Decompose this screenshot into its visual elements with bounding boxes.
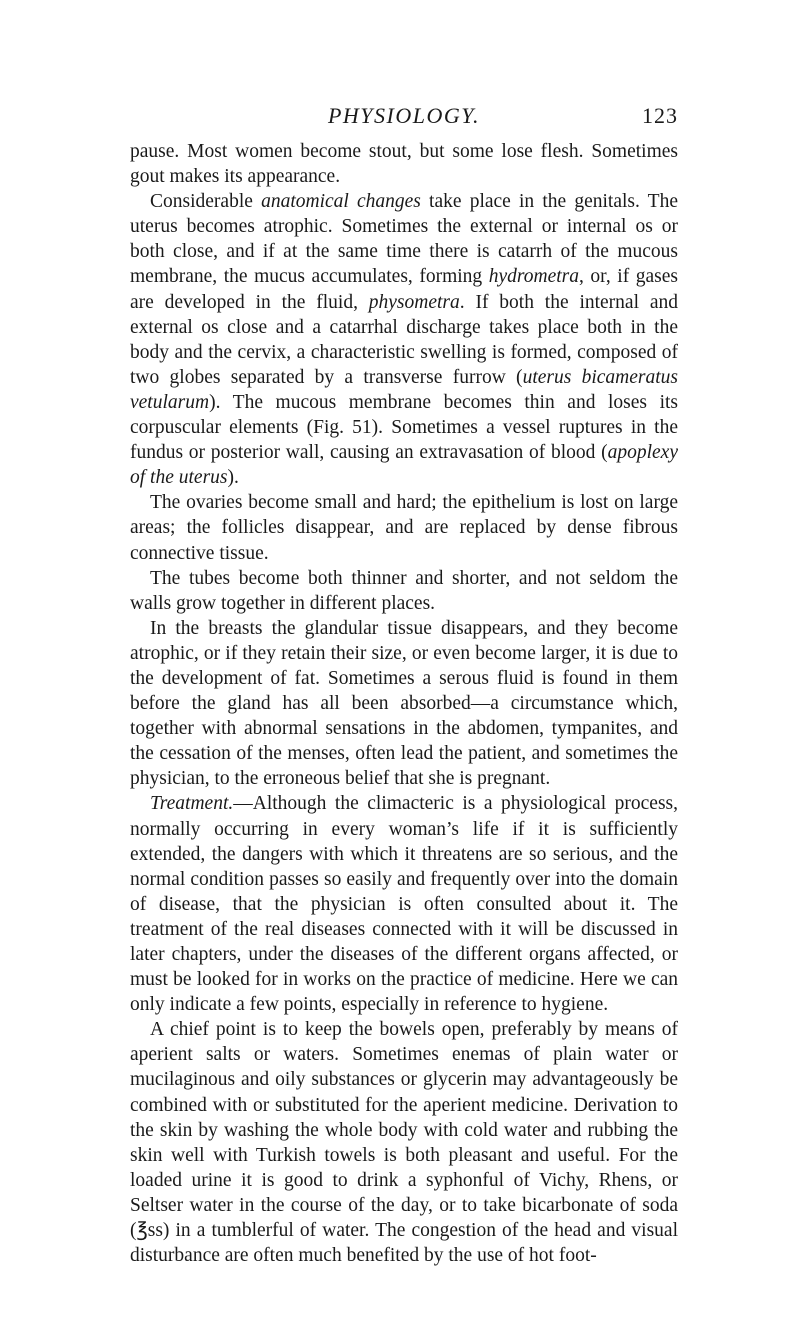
paragraph-1 <box>130 139 678 189</box>
paragraph-breasts <box>130 616 678 792</box>
paragraph-text: The tubes become both thinner and shorter, and not seldom the walls grow together in different places. <box>130 567 678 614</box>
text-run: . If both the internal and external os close and a catarrhal discharge takes place both in the body and the cervix, a characteristic swelling is formed, composed of two globes separated by a transverse furrow ( <box>130 291 678 388</box>
paragraph-text: In the breasts the glandular tissue disappears, and they become atrophic, or if they retain their size, or even become larger, it is due to the development of fat. Sometimes a serous fluid is found in them before the gland has all been absorbed—a circumstance which, together with abnormal sensations in the abdomen, tympanites, and the cessation of the menses, often lead the patient, and sometimes the physician, to the erroneous belief that she is pregnant. <box>130 617 678 790</box>
paragraph-treatment <box>130 791 678 1017</box>
italic-term: apoplexy of the uterus <box>130 442 678 489</box>
text-run: ). The mucous membrane becomes thin and loses its corpuscular elements (Fig. 51). Sometimes a vessel ruptures in the fundus or posterior wall, causing an extravasation of blood ( <box>130 391 678 464</box>
text-run: ). <box>227 467 239 489</box>
paragraph-bowels <box>130 1017 678 1268</box>
paragraph-ovaries <box>130 490 678 565</box>
text-run: Considerable <box>150 191 262 213</box>
running-title: PHYSIOLOGY. <box>327 103 480 128</box>
body-text <box>130 139 678 1268</box>
paragraph-anatomical-changes <box>130 189 678 490</box>
page-number: 123 <box>642 103 678 128</box>
italic-term: uterus bicameratus vetularum <box>130 366 679 413</box>
paragraph-text: —Although the climacteric is a physiological process, normally occurring in every woman’s life if it is sufficiently extended, the dangers with which it threatens are so serious, and the normal condition passes so easily and frequently over into the domain of disease, that the physician is often consulted about it. The treatment of the real diseases connected with it will be discussed in later chapters, under the diseases of the different organs affected, or must be looked for in works on the practice of medicine. Here we can only indicate a few points, especially in reference to hygiene. <box>130 793 678 1016</box>
italic-term: hydrometra <box>488 266 579 288</box>
text-run: , or, if gases are developed in the fluid, <box>130 266 678 313</box>
paragraph-tubes <box>130 566 678 616</box>
italic-term: anatomical changes <box>261 191 421 213</box>
paragraph-text: A chief point is to keep the bowels open, preferably by means of aperient salts or waters. Sometimes enemas of plain water or mucilaginous and oily substances or glycerin may advantageously be combined with or substituted for the aperient medicine. Derivation to the skin by washing the whole body with cold water and rubbing the skin well with Turkish towels is both pleasant and useful. For the loaded urine it is good to drink a syphonful of Vichy, Rhens, or Seltser water in the course of the day, or to take bicarbonate of soda (℥ss) in a tumblerful of water. The congestion of the head and visual disturbance are often much benefited by the use of hot foot- <box>130 1019 678 1267</box>
paragraph-text: The ovaries become small and hard; the epithelium is lost on large areas; the follicles disappear, and are replaced by dense fibrous connective tissue. <box>130 492 678 564</box>
paragraph-1-text: pause. Most women become stout, but some lose flesh. Sometimes gout makes its appearance. <box>130 141 678 188</box>
section-lead-in: Treatment. <box>150 793 234 815</box>
italic-term: physometra <box>368 291 460 313</box>
text-run: take place in the genitals. The uterus becomes atrophic. Sometimes the external or internal os or both close, and if at the same time there is catarrh of the mucous membrane, the mucus accumulates, forming <box>130 191 678 288</box>
running-head <box>130 103 678 133</box>
